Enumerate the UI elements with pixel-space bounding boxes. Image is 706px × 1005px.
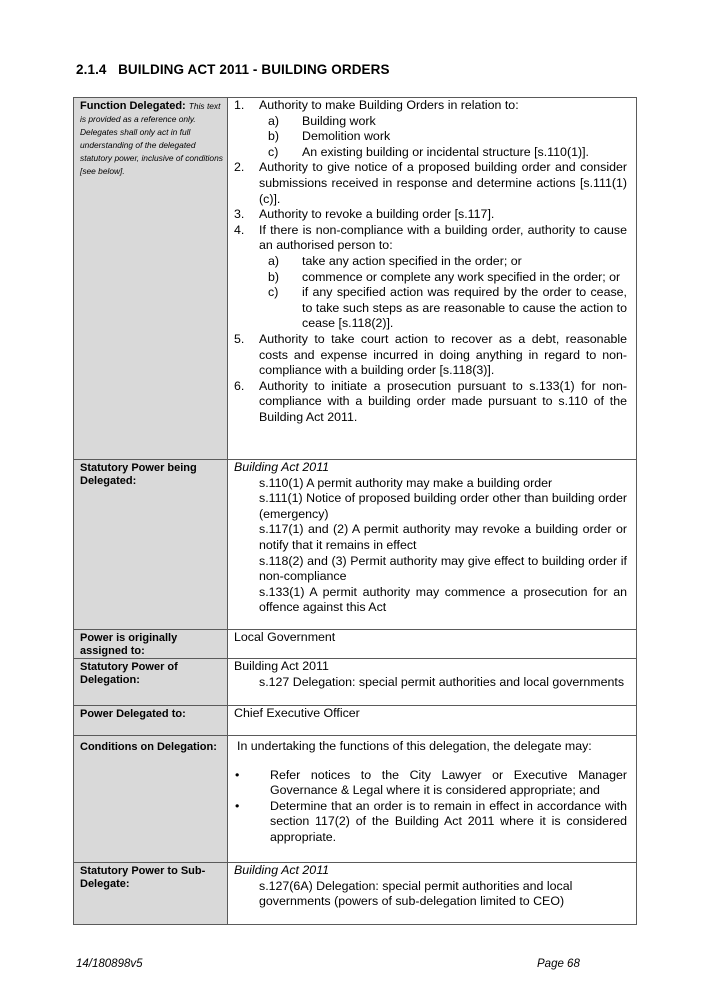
statutory-power-line: s.133(1) A permit authority may commence a prosecution for an offence against this Act [259,584,627,615]
statutory-power-label-cell [74,460,228,630]
bullet-icon: • [235,767,240,782]
item-text: Authority to revoke a building order [s.117]. [259,207,495,222]
conditions-list [234,768,627,846]
power-of-delegation-label-cell [74,659,228,706]
item-number: 5. [234,331,245,346]
sub-item [259,285,627,332]
power-assigned-value-cell [228,630,637,659]
delegation-table [73,97,637,925]
sub-delegate-value-cell [228,863,637,925]
function-delegated-value-cell [228,98,637,460]
statutory-power-line: s.118(2) and (3) Permit authority may give effect to building order if non-compliance [259,553,627,584]
power-delegated-to-label-cell [74,706,228,736]
sub-list [259,114,627,161]
sub-letter: c) [268,285,279,300]
footer-page-number: Page 68 [537,958,580,970]
sub-text: commence or complete any work specified in the order; or [302,269,621,284]
conditions-text: Refer notices to the City Lawyer or Executive Manager Governance & Legal where it is considered appropriate; and [270,767,627,798]
sub-letter: a) [268,253,280,268]
item-number: 2. [234,160,245,175]
row-power-of-delegation [74,659,637,706]
sub-delegate-label: Statutory Power to Sub-Delegate: [80,865,206,890]
sub-delegate-act: Building Act 2011 [234,863,330,877]
statutory-power-label: Statutory Power being Delegated: [80,462,197,487]
function-item [234,98,627,160]
row-sub-delegate [74,863,637,925]
conditions-intro: In undertaking the functions of this delegation, the delegate may: [237,739,592,753]
sub-delegate-label-cell [74,863,228,925]
conditions-label-cell [74,736,228,863]
item-text: Authority to make Building Orders in relation to: [259,98,519,112]
conditions-item [234,768,627,799]
section-heading: 2.1.4 BUILDING ACT 2011 - BUILDING ORDERS [76,62,390,77]
sub-text: if any specified action was required by the order to cease, to take such steps as are reasonable to cause the action to cease [s.118(2)]. [302,285,627,331]
conditions-item [234,799,627,846]
statutory-power-line: s.110(1) A permit authority may make a building order [259,475,553,490]
statutory-power-line: s.111(1) Notice of proposed building order other than building order (emergency) [259,491,627,521]
row-statutory-power [74,460,637,630]
function-item [234,332,627,379]
item-text: Authority to take court action to recover as a debt, reasonable costs and expense incurred in doing anything in regard to non-compliance with a building order [s.118(3)]. [259,331,627,378]
sub-text: Building work [302,113,376,128]
sub-text: take any action specified in the order; or [302,253,522,268]
sub-item [259,270,627,286]
footer-doc-ref: 14/180898v5 [76,958,143,970]
power-delegated-to-label: Power Delegated to: [80,708,186,720]
sub-text: Demolition work [302,129,391,144]
sub-letter: b) [268,269,280,284]
row-conditions [74,736,637,863]
power-of-delegation-value-cell [228,659,637,706]
conditions-text: Determine that an order is to remain in effect in accordance with section 117(2) of the Building Act 2011 where it is considered appropriate. [270,798,627,844]
item-text: Authority to give notice of a proposed building order and consider submissions received in response and determine actions [s.111(1)(c)]. [259,160,627,206]
power-assigned-label-cell [74,630,228,659]
bullet-icon: • [235,798,240,813]
sub-list [259,254,627,332]
item-text: If there is non-compliance with a building order, authority to cause an authorised person to: [259,222,627,253]
item-number: 4. [234,222,245,237]
function-item [234,223,627,332]
row-power-assigned [74,630,637,659]
sub-letter: b) [268,129,280,144]
function-list [234,98,627,425]
function-item [234,379,627,426]
function-item [234,160,627,207]
sub-letter: c) [268,144,279,159]
power-assigned-value: Local Government [234,630,336,644]
power-of-delegation-act: Building Act 2011 [234,659,329,673]
function-delegated-label: Function Delegated: [80,100,186,112]
statutory-power-value-cell [228,460,637,630]
sub-delegate-line: s.127(6A) Delegation: special permit authorities and local governments (powers of sub-delegation limited to CEO) [259,878,573,909]
item-number: 6. [234,378,245,393]
item-number: 1. [234,98,245,112]
sub-item [259,145,627,161]
conditions-label: Conditions on Delegation: [80,741,217,753]
item-number: 3. [234,207,245,222]
item-text: Authority to initiate a prosecution pursuant to s.133(1) for non-compliance with a building order made pursuant to s.110 of the Building Act 2011. [259,378,627,424]
power-assigned-label: Power is originally assigned to: [80,632,178,657]
sub-item [259,254,627,270]
sub-item [259,129,627,145]
power-of-delegation-label: Statutory Power of Delegation: [80,661,178,686]
function-item [234,207,627,223]
sub-item [259,114,627,130]
sub-text: An existing building or incidental structure [s.110(1)]. [302,144,589,159]
row-power-delegated-to [74,706,637,736]
row-function-delegated [74,98,637,460]
statutory-power-act: Building Act 2011 [234,460,330,474]
power-delegated-to-value-cell [228,706,637,736]
function-delegated-note: This text is provided as a reference only. Delegates shall only act in full understanding of the delegated statutory power, inclusive of conditions [see below]. [80,101,223,176]
power-of-delegation-line: s.127 Delegation: special permit authorities and local governments [259,674,625,689]
statutory-power-line: s.117(1) and (2) A permit authority may revoke a building order or notify that it remains in effect [259,522,627,552]
power-delegated-to-value: Chief Executive Officer [234,706,360,720]
conditions-value-cell [228,736,637,863]
sub-letter: a) [268,113,280,128]
function-delegated-label-cell [74,98,228,460]
